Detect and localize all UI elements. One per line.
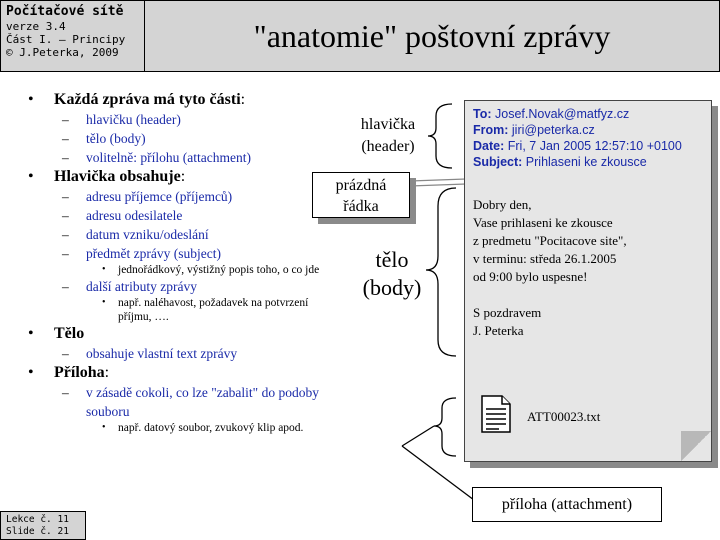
to-label: To: bbox=[473, 107, 492, 121]
body-callout bbox=[352, 246, 432, 302]
date-line bbox=[473, 138, 682, 154]
course-copyright: © J.Peterka, 2009 bbox=[6, 46, 119, 59]
header-callout bbox=[350, 114, 426, 158]
attachment-callout: příloha (attachment) bbox=[472, 487, 662, 522]
body-line: v terminu: středa 26.1.2005 bbox=[473, 251, 617, 266]
sub-sub-item: • např. naléhavost, požadavek na potvrzení příjmu, …. bbox=[22, 296, 342, 324]
subject-value: Prihlaseni ke zkousce bbox=[525, 155, 647, 169]
body-callout-line2: (body) bbox=[362, 275, 422, 300]
email-headers bbox=[473, 106, 682, 170]
body-line: J. Peterka bbox=[473, 323, 524, 338]
bullet-attachment-colon: : bbox=[104, 364, 110, 381]
sub-item: – hlavičku (header) bbox=[22, 110, 342, 129]
sub-sub-item: • jednořádkový, výstižný popis toho, o co jde bbox=[22, 263, 342, 277]
body-line: Vase prihlaseni ke zkousce bbox=[473, 215, 613, 230]
course-name: Počítačové sítě bbox=[6, 4, 124, 19]
date-value: Fri, 7 Jan 2005 12:57:10 +0100 bbox=[507, 139, 682, 153]
bullet-body: • Tělo bbox=[22, 324, 342, 344]
page-corner-fold bbox=[681, 431, 711, 461]
sub-item: – adresu příjemce (příjemců) bbox=[22, 187, 342, 206]
sub-item: – volitelně: přílohu (attachment) bbox=[22, 148, 342, 167]
body-line: z predmetu "Pocitacove site", bbox=[473, 233, 627, 248]
course-part: Část I. – Principy bbox=[6, 33, 126, 46]
blank-callout-line1: prázdná bbox=[335, 177, 387, 194]
document-icon bbox=[481, 395, 511, 433]
from-value: jiri@peterka.cz bbox=[511, 123, 595, 137]
slide-footer bbox=[0, 511, 86, 540]
sub-item: – v zásadě cokoli, co lze "zabalit" do podoby souboru bbox=[22, 383, 342, 421]
email-message bbox=[464, 100, 712, 462]
body-callout-line1: tělo bbox=[375, 247, 409, 272]
sub-item: – obsahuje vlastní text zprávy bbox=[22, 344, 342, 363]
slide-number: Slide č. 21 bbox=[6, 526, 69, 537]
bullet-header-colon: : bbox=[180, 168, 186, 185]
from-line bbox=[473, 122, 682, 138]
from-label: From: bbox=[473, 123, 509, 137]
date-label: Date: bbox=[473, 139, 505, 153]
bullet-parts-colon: : bbox=[240, 91, 246, 108]
blank-callout-line2: řádka bbox=[343, 198, 379, 215]
sub-item: – datum vzniku/odeslání bbox=[22, 225, 342, 244]
email-body bbox=[473, 196, 627, 340]
sub-item: – adresu odesilatele bbox=[22, 206, 342, 225]
header-callout-line2: (header) bbox=[361, 138, 415, 155]
sub-item: – tělo (body) bbox=[22, 129, 342, 148]
course-version: verze 3.4 bbox=[6, 20, 66, 33]
sub-sub-item: • např. datový soubor, zvukový klip apod. bbox=[22, 421, 342, 435]
to-line bbox=[473, 106, 682, 122]
subject-line bbox=[473, 154, 682, 170]
to-value: Josef.Novak@matfyz.cz bbox=[495, 107, 630, 121]
sub-item: – předmět zprávy (subject) bbox=[22, 244, 342, 263]
blank-line-callout bbox=[312, 172, 410, 218]
body-line: Dobry den, bbox=[473, 197, 532, 212]
header-callout-line1: hlavička bbox=[360, 116, 416, 133]
bullet-header-title: Hlavička obsahuje bbox=[54, 168, 181, 185]
bullet-attachment-title: Příloha bbox=[54, 364, 105, 381]
sub-item: – další atributy zprávy bbox=[22, 277, 342, 296]
slide-title: "anatomie" poštovní zprávy bbox=[253, 17, 611, 54]
subject-label: Subject: bbox=[473, 155, 523, 169]
body-line: od 9:00 bylo uspesne! bbox=[473, 269, 588, 284]
attachment-filename: ATT00023.txt bbox=[527, 409, 601, 424]
lesson-number: Lekce č. 11 bbox=[6, 514, 69, 525]
body-line: S pozdravem bbox=[473, 305, 542, 320]
bullet-parts-title: Každá zpráva má tyto části bbox=[54, 91, 241, 108]
